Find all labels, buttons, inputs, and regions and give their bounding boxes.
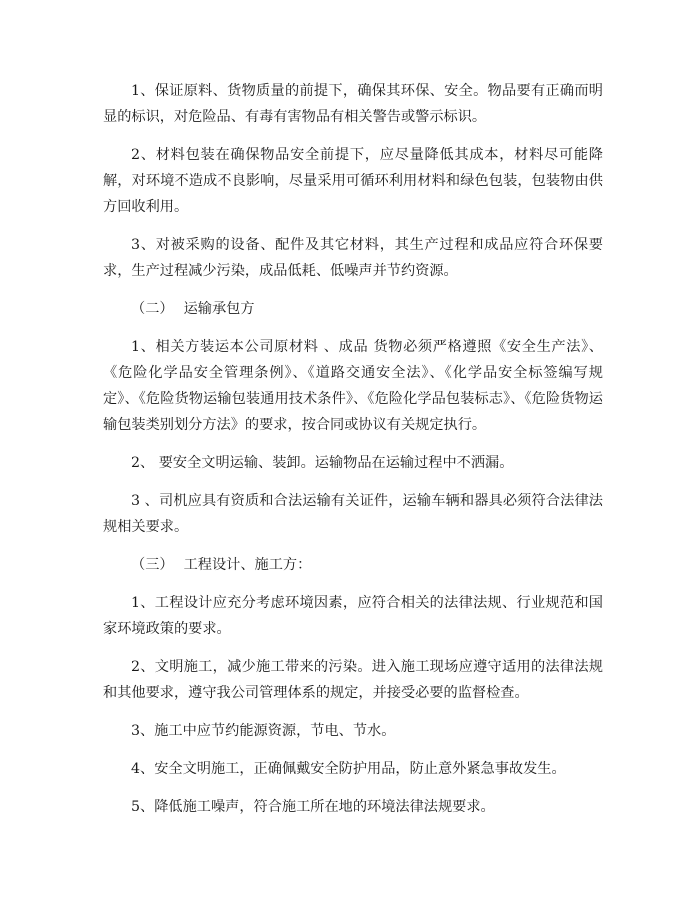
paragraph: 5、降低施工噪声，符合施工所在地的环境法律法规要求。 <box>131 799 495 815</box>
paragraph: 4、安全文明施工，正确佩戴安全防护用品，防止意外紧急事故发生。 <box>131 761 566 777</box>
section-number: （二） <box>131 301 174 317</box>
paragraph: 1、保证原料、货物质量的前提下，确保其环保、安全。物品要有正确而明显的标识，对危险品、有毒有害物品有相关警告或警示标识。 <box>103 83 603 125</box>
paragraph: 1、工程设计应充分考虑环境因素，应符合相关的法律法规、行业规范和国家环境政策的要求。 <box>103 595 603 637</box>
paragraph: 2、文明施工，减少施工带来的污染。进入施工现场应遵守适用的法律法规和其他要求，遵守我公司管理体系的规定，并接受必要的监督检查。 <box>103 659 603 701</box>
paragraph: 1、相关方装运本公司原材料 、成品 货物必须严格遵照《安全生产法》、《危险化学品安全管理条例》、《道路交通安全法》、《化学品安全标签编写规定》、《危险货物运输包装通用技术条件》、《危险化学品包装标志》、《危险货物运输包装类别划分方法》的要求，按合同或协议有关规定执行。 <box>103 339 603 433</box>
paragraph: 3、施工中应节约能源资源，节电、节水。 <box>131 723 396 739</box>
paragraph: 3 、司机应具有资质和合法运输有关证件，运输车辆和器具必须符合法律法规相关要求。 <box>103 493 603 535</box>
section-title: 运输承包方 <box>183 301 255 317</box>
section-heading-construction <box>103 552 603 578</box>
section-number: （三） <box>131 557 174 573</box>
section-title: 工程设计、施工方： <box>183 557 312 573</box>
paragraph: 2、材料包装在确保物品安全前提下，应尽量降低其成本，材料尽可能降解，对环境不造成不良影响，尽量采用可循环利用材料和绿色包装，包装物由供方回收利用。 <box>103 147 603 215</box>
document-body <box>103 78 603 832</box>
section-heading-transport <box>103 296 603 322</box>
paragraph: 3、对被采购的设备、配件及其它材料，其生产过程和成品应符合环保要求，生产过程减少污染，成品低耗、低噪声并节约资源。 <box>103 237 603 279</box>
paragraph: 2、 要安全文明运输、装卸。运输物品在运输过程中不洒漏。 <box>131 455 514 471</box>
